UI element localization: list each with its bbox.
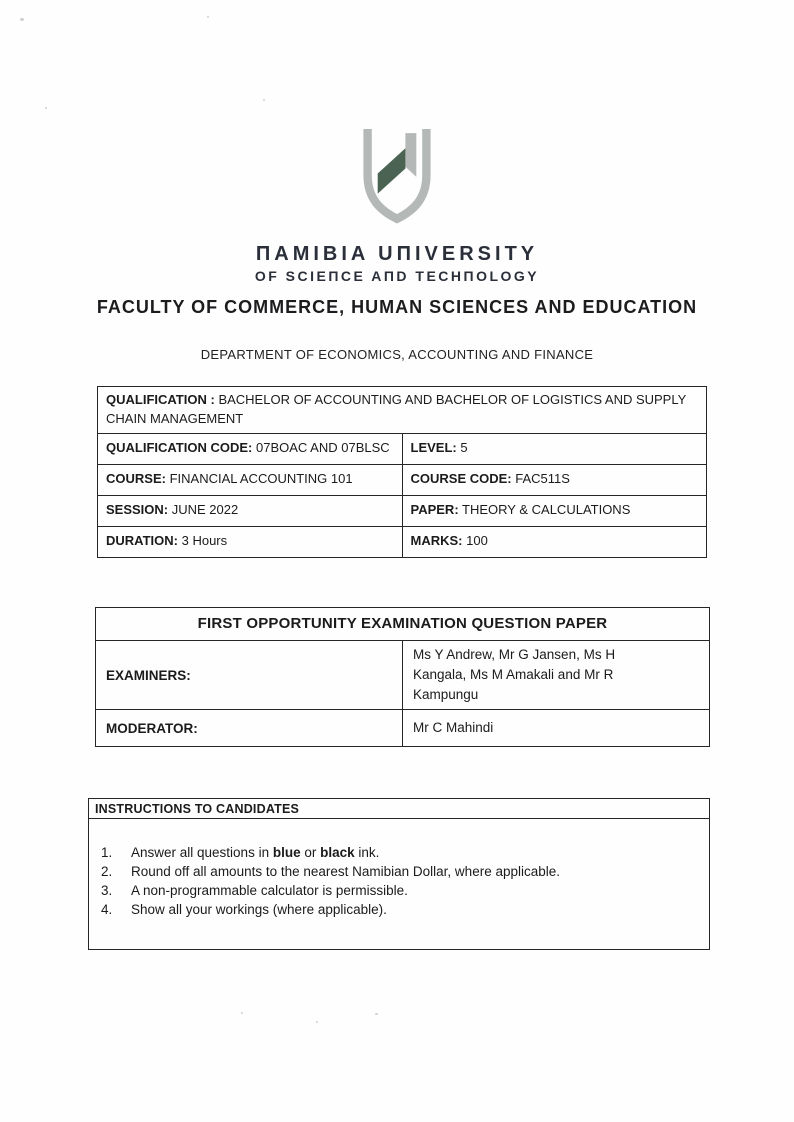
instructions-list [89,819,709,949]
qualification-cell [98,387,707,434]
item-text-bold: blue [272,845,301,861]
faculty-heading: FACULTY OF COMMERCE, HUMAN SCIENCES AND EDUCATION [96,297,698,317]
item-number: 1. [101,845,113,861]
list-item [101,843,699,862]
paper-value: THEORY & CALCULATIONS [462,502,631,518]
table-row [98,495,707,526]
scan-speck [207,16,209,18]
list-item [101,862,699,881]
item-number: 3. [101,883,113,899]
duration-label: DURATION: [106,533,178,549]
examiners-label: EXAMINERS: [96,640,403,710]
university-tagline: OF SCIEПCE AПD TECHПOLOGY [254,268,540,284]
table-row [98,526,707,557]
duration-cell [98,526,403,557]
scan-speck [241,1012,243,1014]
marks-value: 100 [466,533,488,549]
table-row [96,710,710,747]
scan-speck [316,1021,318,1023]
qualification-details-table [97,386,707,558]
item-text: A non-programmable calculator is permissible. [131,883,408,899]
scan-speck [375,1013,378,1015]
marks-cell [402,526,707,557]
course-code-cell [402,464,707,495]
qualification-code-value: 07BOAC AND 07BLSC [255,440,390,456]
item-number: 4. [101,902,113,918]
session-cell [98,495,403,526]
table-row [98,433,707,464]
item-text [131,843,379,862]
list-item [101,900,699,919]
item-text: Show all your workings (where applicable). [131,902,387,918]
paper-cell [402,495,707,526]
list-item [101,881,699,900]
scan-speck [20,18,24,21]
qualification-code-cell [98,433,403,464]
course-code-label: COURSE CODE: [410,471,512,487]
table-row [96,607,710,640]
session-value: JUNE 2022 [171,502,239,518]
item-text-part: ink. [354,845,380,861]
scan-speck [263,99,265,101]
table-row [96,640,710,710]
course-code-value: FAC511S [515,471,570,487]
department-heading: DEPARTMENT OF ECONOMICS, ACCOUNTING AND FINANCE [200,347,594,362]
qualification-value: BACHELOR OF ACCOUNTING AND BACHELOR OF LOGISTICS AND SUPPLY CHAIN MANAGEMENT [106,392,687,426]
level-value: 5 [460,440,468,456]
exam-paper-title: FIRST OPPORTUNITY EXAMINATION QUESTION PAPER [96,607,710,640]
moderator-value: Mr C Mahindi [403,710,710,747]
instructions-title: INSTRUCTIONS TO CANDIDATES [89,799,709,819]
university-shield-logo-icon [355,125,439,227]
course-label: COURSE: [106,471,166,487]
item-text-bold: black [320,845,355,861]
marks-label: MARKS: [410,533,463,549]
item-text-part: or [300,845,321,861]
instructions-box [88,798,710,950]
session-label: SESSION: [106,502,169,518]
duration-value: 3 Hours [181,533,228,549]
course-cell [98,464,403,495]
qualification-code-label: QUALIFICATION CODE: [106,440,253,456]
course-value: FINANCIAL ACCOUNTING 101 [169,471,353,487]
item-text: Round off all amounts to the nearest Namibian Dollar, where applicable. [131,864,561,880]
level-cell [402,433,707,464]
item-number: 2. [101,864,113,880]
qualification-label: QUALIFICATION : [106,392,215,407]
examination-paper-table [95,607,710,748]
university-name: ПAMIBIA UПIVERSITY [255,243,539,265]
moderator-label: MODERATOR: [96,710,403,747]
paper-label: PAPER: [410,502,459,518]
item-text-part: Answer all questions in [131,845,273,861]
examiners-value: Ms Y Andrew, Mr G Jansen, Ms H Kangala, Ms M Amakali and Mr R Kampungu [403,640,710,710]
table-row [98,387,707,434]
level-label: LEVEL: [410,440,457,456]
table-row [98,464,707,495]
scan-speck [45,107,47,109]
